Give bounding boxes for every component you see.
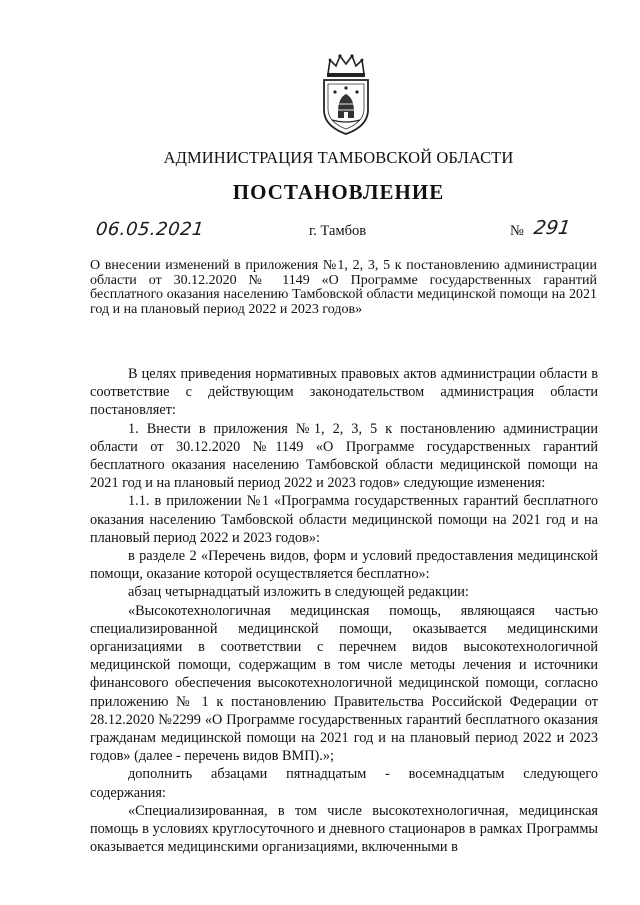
body-paragraph: 1.1. в приложении №1 «Программа государственных гарантий бесплатного оказания населению Тамбовской области медицинской помощи на 2021 год и на плановый период 2022 и 2023 годов»:	[90, 493, 598, 546]
city-label: г. Тамбов	[309, 223, 367, 239]
document-body	[90, 365, 598, 856]
document-title: О внесении изменений в приложения №1, 2, 3, 5 к постановлению администрации области от 30.12.2020 № 1149 «О Программе государственных гарантий бесплатного оказания населению Тамбовской области медицинской помощи на 2021 год и на плановый период 2022 и 2023 годов»	[90, 258, 597, 317]
body-paragraph: «Специализированная, в том числе высокотехнологичная, медицинская помощь в условиях круглосуточного и дневного стационаров в рамках Программы оказывается медицинскими организациями, включенными в	[90, 802, 598, 856]
number-label: №	[510, 223, 524, 239]
body-paragraph: В целях приведения нормативных правовых актов администрации области в соответствие с действующим законодательством администрация области постановляет:	[90, 366, 598, 419]
coat-of-arms-icon	[318, 52, 374, 138]
handwritten-document-number: 291	[532, 217, 572, 239]
body-paragraph: в разделе 2 «Перечень видов, форм и условий предоставления медицинской помощи, оказание которой осуществляется бесплатно»:	[90, 548, 598, 583]
document-type-heading: ПОСТАНОВЛЕНИЕ	[232, 180, 445, 204]
body-paragraph: 1. Внести в приложения №1, 2, 3, 5 к постановлению администрации области от 30.12.2020 №1149 «О Программе государственных гарантий бесплатного оказания населению Тамбовской области медицинской помощи на 2021 год и на плановый период 2022 и 2023 годов» следующие изменения:	[90, 420, 598, 492]
body-paragraph: «Высокотехнологичная медицинская помощь, являющаяся частью специализированной медицинской помощи, оказывается медицинскими организациями в соответствии с перечнем видов высокотехнологичной медицинской помощи, содержащим в том числе методы лечения и источники финансового обеспечения высокотехнологичной медицинской помощи, согласно приложению № 1 к постановлению Правительства Российской Федерации от 28.12.2020 №2299 «О Программе государственных гарантий бесплатного оказания гражданам медицинской помощи на 2021 год и на плановый период 2022 и 2023 годов» (далее - перечень видов ВМП).»;	[90, 602, 598, 765]
body-paragraph: дополнить абзацами пятнадцатым - восемнадцатым следующего содержания:	[90, 766, 598, 801]
organization-name: АДМИНИСТРАЦИЯ ТАМБОВСКОЙ ОБЛАСТИ	[163, 148, 514, 167]
handwritten-date: 06.05.2021	[94, 219, 206, 240]
body-paragraph: абзац четырнадцатый изложить в следующей редакции:	[128, 584, 469, 601]
